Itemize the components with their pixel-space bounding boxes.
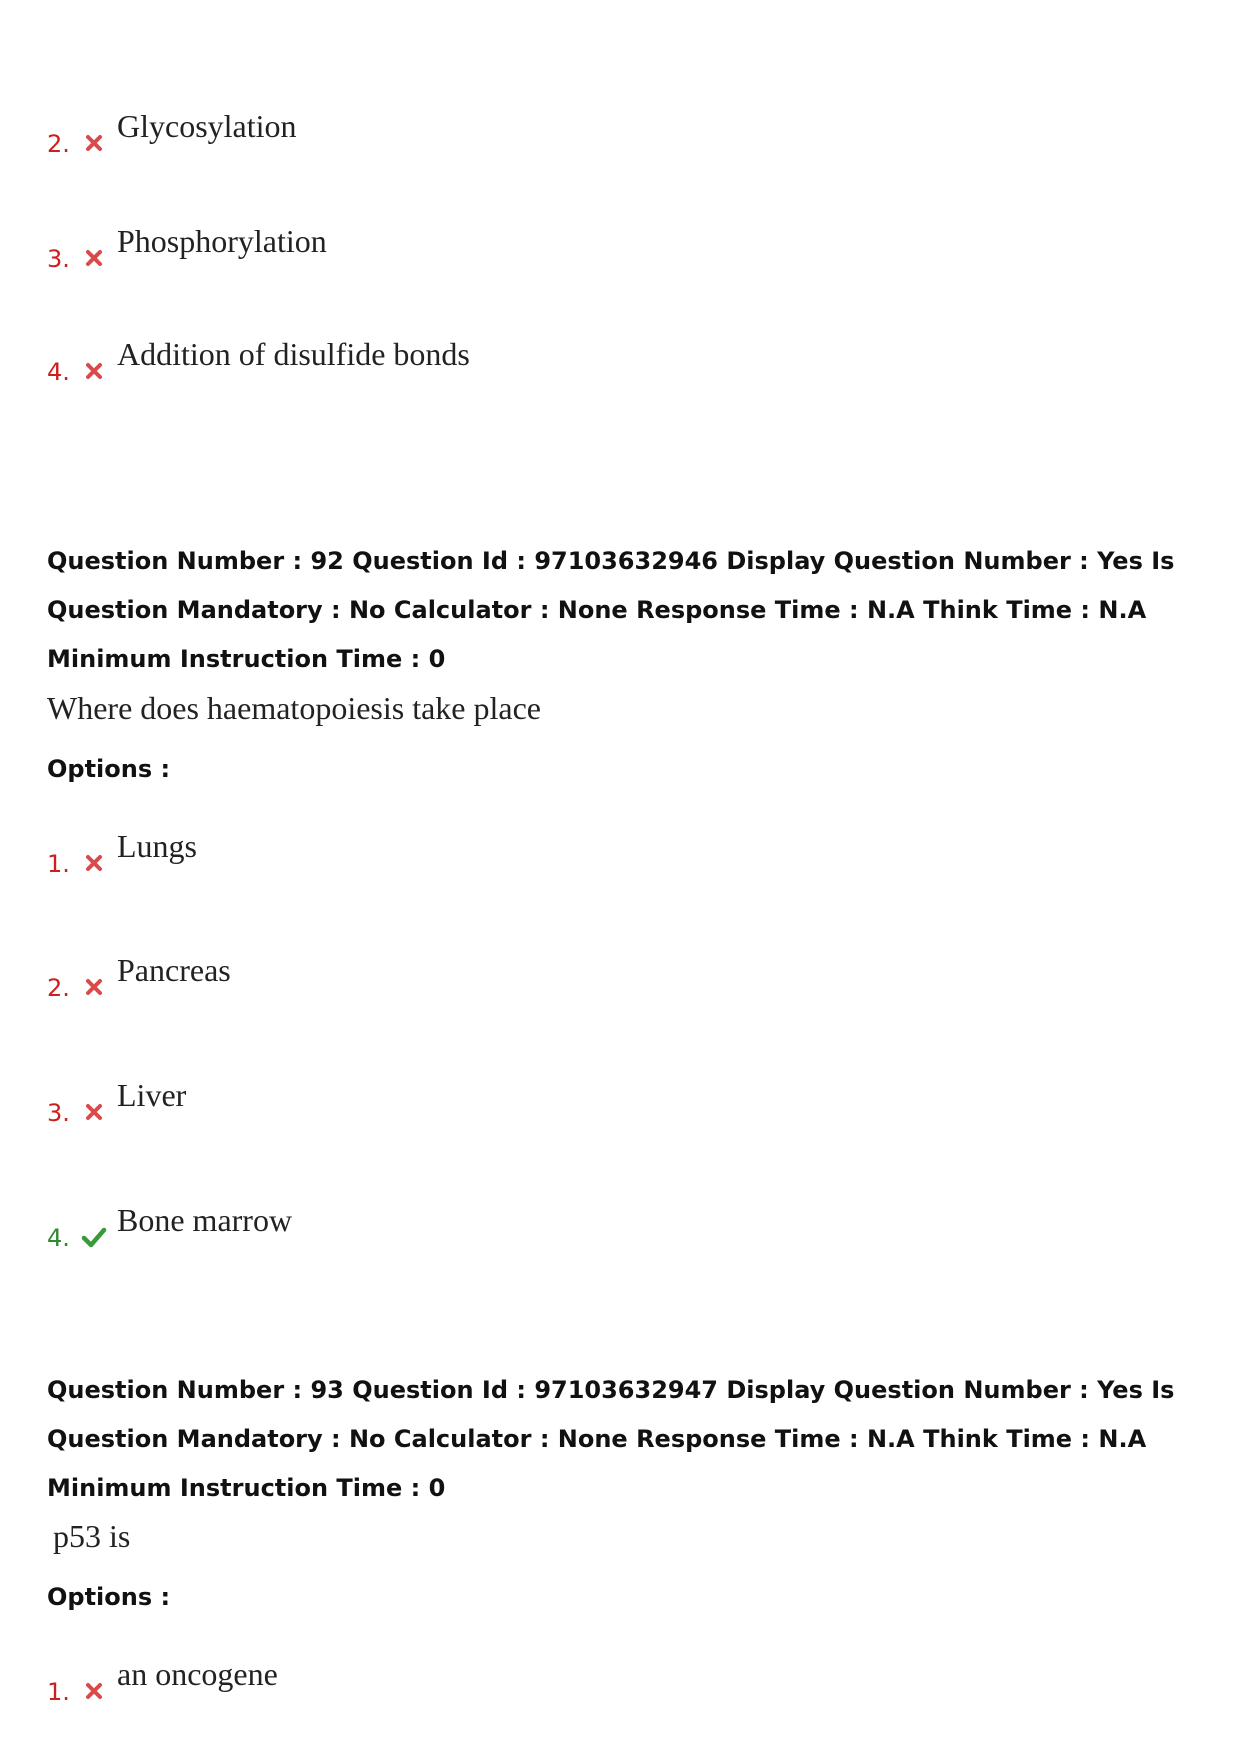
option-number: 2. xyxy=(47,974,70,1002)
cross-icon xyxy=(81,245,107,275)
option-item xyxy=(47,1194,292,1254)
option-text: Liver xyxy=(117,1077,187,1113)
option-text: an oncogene xyxy=(117,1656,278,1692)
question-text: p53 is xyxy=(53,1518,131,1554)
option-item xyxy=(47,100,297,160)
cross-icon xyxy=(81,358,107,388)
option-number: 1. xyxy=(47,850,70,878)
option-item xyxy=(47,1648,278,1708)
option-text: Glycosylation xyxy=(117,108,297,144)
option-number: 3. xyxy=(47,245,70,273)
cross-icon xyxy=(81,130,107,160)
question-meta: Question Number : 93 Question Id : 97103632947 Display Question Number : Yes Is Question Mandatory : No Calculator : None Response Time : N.A Think Time : N.A Minimum Instruction Time : 0 xyxy=(47,1376,1175,1502)
options-label: Options : xyxy=(47,1583,171,1611)
option-item xyxy=(47,820,197,880)
option-item xyxy=(47,328,470,388)
cross-icon xyxy=(81,1099,107,1129)
options-label: Options : xyxy=(47,755,171,783)
option-number: 1. xyxy=(47,1678,70,1706)
question-text: Where does haematopoiesis take place xyxy=(47,690,541,726)
option-item xyxy=(47,215,327,275)
cross-icon xyxy=(81,850,107,880)
option-text: Pancreas xyxy=(117,952,231,988)
option-text: Phosphorylation xyxy=(117,223,327,259)
check-icon xyxy=(81,1224,107,1254)
option-number: 2. xyxy=(47,130,70,158)
option-item xyxy=(47,944,231,1004)
option-text: Addition of disulfide bonds xyxy=(117,336,470,372)
option-text: Lungs xyxy=(117,828,197,864)
option-item xyxy=(47,1069,186,1129)
option-number: 4. xyxy=(47,358,70,386)
cross-icon xyxy=(81,1678,107,1708)
option-number: 3. xyxy=(47,1099,70,1127)
cross-icon xyxy=(81,974,107,1004)
option-number: 4. xyxy=(47,1224,70,1252)
question-meta: Question Number : 92 Question Id : 97103632946 Display Question Number : Yes Is Question Mandatory : No Calculator : None Response Time : N.A Think Time : N.A Minimum Instruction Time : 0 xyxy=(47,547,1175,673)
option-text: Bone marrow xyxy=(117,1202,293,1238)
